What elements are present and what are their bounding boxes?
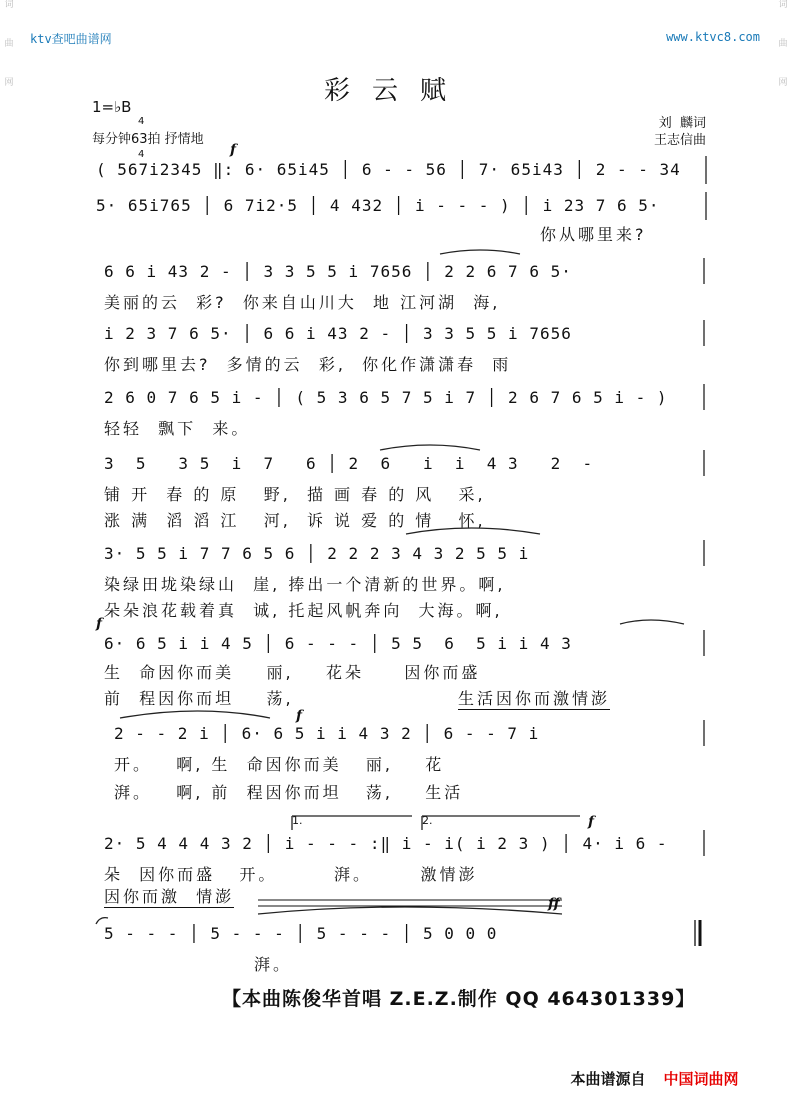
volta-2: 2. bbox=[422, 814, 433, 827]
source-footer bbox=[560, 1050, 738, 1089]
notation-row: 6· 6 5 i i 4 5 │ 6 - - - │ 5 5 6 5 i i 4 3 bbox=[104, 634, 572, 653]
slur-arc bbox=[620, 620, 684, 624]
lyric-line: 湃。 啊, 前 程因你而坦 荡, 生活 bbox=[114, 783, 464, 802]
key-signature: 1=♭B bbox=[92, 98, 132, 116]
notation-row: i 2 3 7 6 5· │ 6 6 i 43 2 - │ 3 3 5 5 i 7656 bbox=[104, 324, 572, 343]
tempo-marking: 每分钟63拍 抒情地 bbox=[92, 132, 204, 147]
lyric-line: 铺 开 春 的 原 野, 描 画 春 的 风 采, bbox=[104, 485, 486, 504]
time-top: 4 bbox=[138, 116, 145, 127]
notation-row: 5· 65i765 │ 6 7i2·5 │ 4 432 │ i - - - ) │ i 23 7 6 5· bbox=[96, 196, 660, 215]
wm-char: 网 bbox=[778, 78, 788, 88]
lyric-line-underlined: 生活因你而激情澎 bbox=[458, 686, 610, 710]
dynamic-ff: ff bbox=[548, 896, 560, 912]
dynamic-f: f bbox=[588, 814, 595, 830]
notation-row: 3· 5 5 i 7 7 6 5 6 │ 2 2 2 3 4 3 2 5 5 i bbox=[104, 544, 530, 563]
lyric-line: 染绿田垅染绿山 崖, 捧出一个清新的世界。啊, bbox=[104, 575, 506, 594]
wm-char: 曲 bbox=[4, 39, 14, 49]
wm-char: 网 bbox=[4, 78, 14, 88]
wm-char: 曲 bbox=[778, 39, 788, 49]
recording-credit-banner: 【本曲陈俊华首唱 Z.E.Z.制作 QQ 464301339】 bbox=[222, 988, 696, 1010]
notation-row: ( 567i2345 ‖: 6· 65i45 │ 6 - - 56 │ 7· 65i43 │ 2 - - 34 bbox=[96, 160, 681, 179]
slur-arc bbox=[380, 445, 480, 450]
composer-credit: 王志信曲 bbox=[653, 133, 706, 148]
wm-char: 词 bbox=[778, 0, 788, 10]
lyric-line: 湃。 bbox=[254, 955, 293, 974]
slur-arc bbox=[440, 250, 520, 254]
tie-arc bbox=[96, 918, 108, 924]
site-link-right[interactable]: www.ktvc8.com bbox=[666, 30, 760, 44]
notation-row: 2 6 0 7 6 5 i - │ ( 5 3 6 5 7 5 i 7 │ 2 6 7 6 5 i - ) bbox=[104, 388, 668, 407]
lyric-line: 朵 因你而盛 开。 湃。 激情澎 bbox=[104, 865, 478, 884]
notation-row: 3 5 3 5 i 7 6 │ 2 6 i i 4 3 2 - bbox=[104, 454, 594, 473]
tie-arc bbox=[258, 907, 562, 914]
lyric-line: 轻轻 飘下 来。 bbox=[104, 419, 251, 438]
dynamic-f: f bbox=[230, 142, 237, 158]
footer-site-link[interactable]: 中国词曲网 bbox=[663, 1070, 739, 1088]
site-link-left[interactable]: ktv查吧曲谱网 bbox=[30, 32, 112, 46]
lyric-line: 生 命因你而美 丽, 花朵 因你而盛 bbox=[104, 663, 481, 682]
lyric-line: 你到哪里去? 多情的云 彩, 你化作潇潇春 雨 bbox=[104, 355, 512, 374]
lyric-line: 涨 满 滔 滔 江 河, 诉 说 爱 的 情 怀, bbox=[104, 511, 486, 530]
lyric-line: 朵朵浪花载着真 诚, 托起风帆奔向 大海。啊, bbox=[104, 601, 503, 620]
time-bottom: 4 bbox=[138, 149, 145, 160]
dynamic-f: f bbox=[96, 616, 103, 632]
slur-arc bbox=[406, 528, 540, 534]
volta-1: 1. bbox=[292, 814, 303, 827]
lyricist-credit: 刘 麟词 bbox=[658, 116, 706, 131]
lyric-line: 美丽的云 彩? 你来自山川大 地 江河湖 海, bbox=[104, 293, 501, 312]
notation-row: 6 6 i 43 2 - │ 3 3 5 5 i 7656 │ 2 2 6 7 6 5· bbox=[104, 262, 572, 281]
wm-char: 词 bbox=[4, 0, 14, 10]
lyric-line: 开。 啊, 生 命因你而美 丽, 花 bbox=[114, 755, 445, 774]
song-title: 彩云赋 bbox=[323, 76, 468, 106]
notation-row: 2· 5 4 4 4 3 2 │ i - - - :‖ i - i( i 2 3 ) │ 4· i 6 - bbox=[104, 834, 668, 853]
footer-label: 本曲谱源自 bbox=[570, 1070, 646, 1088]
slur-arc bbox=[120, 711, 270, 718]
dynamic-f: f bbox=[296, 708, 303, 724]
lyric-line: 你从哪里来? bbox=[540, 225, 647, 244]
lyric-line: 前 程因你而坦 荡, bbox=[104, 689, 294, 708]
notation-row: 5 - - - │ 5 - - - │ 5 - - - │ 5 0 0 0 bbox=[104, 924, 498, 943]
notation-row: 2 - - 2 i │ 6· 6 5 i i 4 3 2 │ 6 - - 7 i bbox=[114, 724, 540, 743]
lyric-line-underlined: 因你而激 情澎 bbox=[104, 884, 234, 908]
